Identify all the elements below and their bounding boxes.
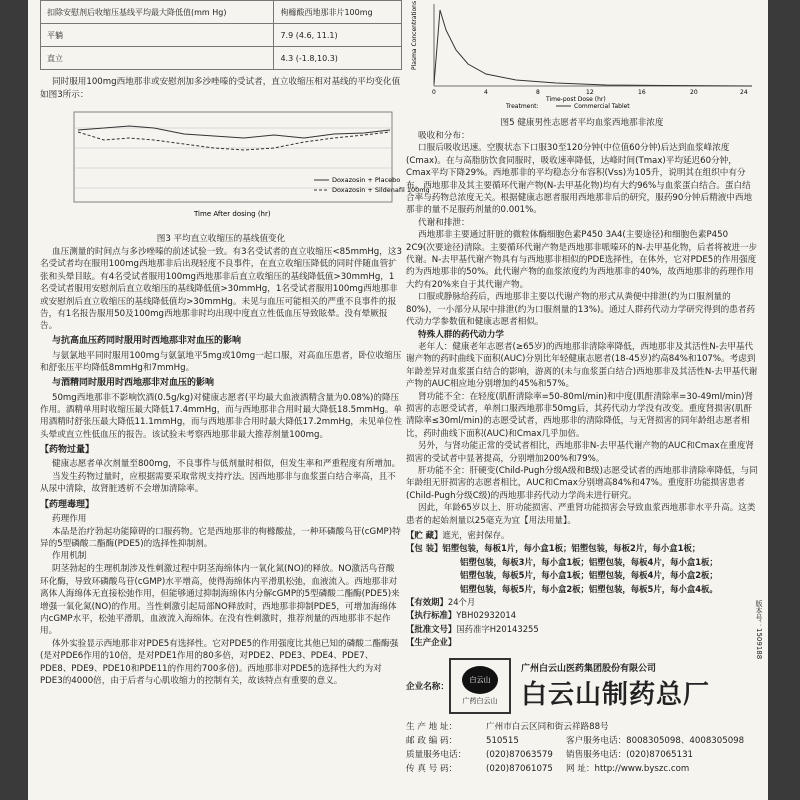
figure-5 bbox=[406, 0, 758, 114]
paragraph: 血压测量的时间点与多沙唑嗪的前述试验一致。有3名受试者的直立收缩压<85mmHg，这3名受试者均在服用100mg西地那非后出现轻度不良事件，在直立收缩压降低的同时伴随血管扩张和头晕目眩。有4名受试者服用100mg西地那非后直立收缩压的基线降低值>30mmHg，1名受试者服用安慰剂后直立收缩压的基线降低值>30mmHg，1名受试者服用100mg西地那非或安慰剂后直立收缩压的基线降低值均>30mmHg。未见与血压可能相关的严重不良事件的报告，有1名报告服用50及100mg西地那非时均出现中度直立性低血压导致眩晕。没有晕厥报告。 bbox=[40, 247, 402, 332]
package-info bbox=[406, 529, 758, 650]
subheading: 与抗高血压药同时服用时西地那非对血压的影响 bbox=[52, 335, 242, 346]
x-tick-label: 8 bbox=[536, 89, 540, 96]
paragraph: 体外实验显示西地那非对PDE5有选择性。它对PDE5的作用强度比其他已知的磷酸二酯酶强(是对PDE6作用的10倍，是对PDE1作用的80多倍，对PDE2、PDE3、PDE4、PDE7、PDE8、PDE9、PDE10和PDE11的作用约700多倍)。西地那非对PDE5的选择性大约为对PDE3的4000倍，由于后者与心肌收缩力的控制有关，故该特点有重要的意义。 bbox=[40, 638, 399, 686]
paragraph: 老年人：健康老年志愿者(≥65岁)的西地那非清除率降低，西地那非及其活性N-去甲基代谢产物的药时曲线下面积(AUC)分别比年轻健康志愿者(18-45岁)约高84%和107%。考虑到年龄差异对血浆蛋白结合的影响，游离的(未与血浆蛋白结合)西地那非及其活性N-去甲基代谢产物的AUC相应地分别增加约45%和57%。 bbox=[406, 341, 758, 390]
table-cell: 7.9 (4.6, 11.1) bbox=[274, 24, 402, 47]
version-code: 版本号：1509188 bbox=[755, 600, 763, 660]
x-axis-label: Time-post Dose (hr) bbox=[546, 96, 606, 103]
legend-label: Commercial Tablet bbox=[574, 103, 630, 110]
manufacturer-row: 【生产企业】 bbox=[406, 637, 457, 648]
figure-3-chart bbox=[44, 108, 430, 226]
x-tick-label: 0 bbox=[432, 89, 436, 96]
y-axis-label: Plasma Concentrations bbox=[411, 0, 418, 70]
series-line-commercial-tablet bbox=[434, 10, 752, 86]
section-title-overdose: 【药物过量】 bbox=[40, 445, 95, 456]
x-tick-label: 24 bbox=[740, 89, 748, 96]
paragraph: 本品是治疗勃起功能障碍的口服药物。它是西地那非的枸橼酸盐，一种环磷酸鸟苷(cGMP)特异的5型磷酸二酯酶(PDE5)的选择性抑制剂。 bbox=[40, 526, 401, 549]
subheading: 代谢和排泄： bbox=[418, 217, 470, 228]
subheading: 药理作用 bbox=[52, 513, 87, 524]
paragraph: 口服或静脉给药后，西地那非主要以代谢产物的形式从粪便中排泄(约为口服剂量的80%)，一小部分从尿中排泄(约为口服剂量的13%)。通过人群药代动力学研究得到的患者药代动力学参数值和健康志愿者相似。 bbox=[406, 292, 756, 328]
x-tick-label: 12 bbox=[586, 89, 594, 96]
table-header-cell: 扣除安慰剂后收缩压基线平均最大降低值(mm Hg) bbox=[41, 1, 274, 24]
figure-5-chart bbox=[406, 0, 756, 110]
contact-row: 传 真 号 码： (020)87061075 网 址：http://www.byszc.com bbox=[406, 763, 690, 774]
contact-row: 邮 政 编 码： 510515 客户服务电话：8008305098、4008305098 bbox=[406, 735, 745, 746]
shelf-life-row: 【有效期】24个月 bbox=[406, 597, 476, 608]
paragraph: 肾功能不全：在轻度(肌酐清除率=50-80ml/min)和中度(肌酐清除率=30-49ml/min)肾损害的志愿受试者，单剂口服西地那非50mg后，其药代动力学没有改变。重度肾损害(肌酐清除率≤30ml/min)的志愿受试者，西地那非的清除降低，与无肾损害的同年龄组志愿者相比，药时曲线下面积(AUC)和Cmax几乎加倍。 bbox=[406, 391, 754, 439]
paragraph: 健康志愿者单次剂量至800mg，不良事件与低剂量时相似，但发生率和严重程度有所增加。 bbox=[52, 459, 401, 470]
legend-label: Doxazosin + Sildenafil 100mg bbox=[332, 186, 430, 194]
table-row bbox=[41, 47, 402, 70]
package-row: 铝塑包装，每板3片，每小盒1板；铝塑包装，每板4片，每小盒1板； bbox=[460, 556, 718, 567]
table-header-row bbox=[41, 1, 402, 24]
contact-row: 生 产 地 址： 广州市白云区同和街云祥路88号 bbox=[406, 721, 609, 732]
contact-block bbox=[406, 720, 758, 776]
table-header-cell: 枸橼酸西地那非片100mg bbox=[274, 1, 402, 24]
paragraph: 与氨氯地平同时服用100mg与氨氯地平5mg或10mg一起口服，对高血压患者，卧位收缩压和舒张压平均降低8mmHg和7mmHg。 bbox=[40, 350, 402, 374]
legend-label: Treatment: bbox=[506, 103, 539, 110]
package-row: 铝塑包装，每板5片，每小盒1板；铝塑包装，每板4片，每小盒2板； bbox=[460, 570, 718, 581]
right-column bbox=[406, 0, 758, 800]
table-cell: 4.3 (-1.8,10.3) bbox=[274, 47, 402, 70]
x-tick-label: 16 bbox=[638, 89, 646, 96]
company-block bbox=[406, 658, 758, 714]
x-tick-label: 20 bbox=[690, 89, 698, 96]
approval-row: 【批准文号】国药准字H20143255 bbox=[406, 623, 539, 634]
x-ticks bbox=[432, 89, 748, 96]
paragraph: 同时服用100mg西地那非或安慰剂加多沙唑嗪的受试者，直立收缩压相对基线的平均变化值如图3所示： bbox=[40, 77, 401, 100]
figure-3-caption: 图3 平均直立收缩压的基线值变化 bbox=[156, 234, 286, 244]
package-row: 【包 装】铝塑包装，每板1片，每小盒1板；铝塑包装，每板2片，每小盒1板； bbox=[406, 543, 701, 554]
company-label: 企业名称： bbox=[406, 681, 449, 692]
company-name: 广州白云山医药集团股份有限公司 白云山制药总厂 bbox=[520, 663, 710, 710]
legend-label: Doxazosin + Placebo bbox=[332, 176, 401, 184]
standard-row: 【执行标准】YBH02932014 bbox=[406, 610, 517, 621]
paragraph: 口服后吸收迅速。空腹状态下口服30至120分钟(中位值60分钟)后达到血浆峰浓度(Cmax)。在与高脂肪饮食同服时，吸收速率降低，达峰时间(Tmax)平均延迟60分钟，Cmax平均下降29%。西地那非的平均稳态分布容积(Vss)为105升，说明其在组织中有分布。西地那非及其主要循环代谢产物(N-去甲基化物)均有大约96%与血浆蛋白结合。蛋白结合率与药物总浓度无关。根据健康志愿者服用西地那非后的研究，服药90分钟后精液中西地那非的量不足服药剂量的0.001%。 bbox=[406, 143, 753, 216]
subheading: 吸收和分布： bbox=[418, 131, 470, 141]
table-cell: 平躺 bbox=[41, 24, 274, 47]
contact-row: 质量服务电话： (020)87063579 销售服务电话：(020)87065131 bbox=[406, 749, 694, 760]
section-title-pharmacology: 【药理毒理】 bbox=[40, 499, 95, 510]
bp-table bbox=[40, 0, 402, 70]
paragraph: 阴茎勃起的生理机制涉及性刺激过程中阴茎海绵体内一氧化氮(NO)的释放。NO激活鸟苷酸环化酶，导致环磷酸鸟苷(cGMP)水平增高，使得海绵体内平滑肌松弛，血液流入。西地那非对离体人海绵体无直接松弛作用，但能够通过抑制海绵体内分解cGMP的5型磷酸二酯酶(PDE5)来增强一氧化氮(NO)的作用。当性刺激引起局部NO释放时，西地那非抑制PDE5，可增加海绵体内cGMP水平，松弛平滑肌，血液流入海绵体。在没有性刺激时，推荐剂量的西地那非不起作用。 bbox=[40, 564, 400, 637]
x-axis-label: Time After dosing (hr) bbox=[194, 210, 271, 218]
package-row: 铝塑包装，每板5片，每小盒2板；铝塑包装，每板5片，每小盒4板。 bbox=[460, 583, 718, 594]
series-line-doxazosin-sildenafil bbox=[78, 132, 390, 150]
table-cell: 直立 bbox=[41, 47, 274, 70]
paragraph: 西地那非主要通过肝脏的微粒体酶细胞色素P450 3A4(主要途径)和细胞色素P450 2C9(次要途径)清除。主要循环代谢产物是西地那非哌嗪环的N-去甲基化物，后者将被进一步代谢。N-去甲基代谢产物具有与西地那非相似的PDE选择性，在体外，它对PDE5的作用强度约为西地那非的50%。此代谢产物的血浆浓度约为西地那非的40%，故西地那非的药理作用大约有20%来自于其代谢产物。 bbox=[406, 230, 758, 290]
table-row bbox=[41, 24, 402, 47]
figure-5-caption: 图5 健康男性志愿者平均血浆西地那非浓度 bbox=[500, 118, 664, 128]
company-logo-icon: 白云山 广药白云山 bbox=[449, 658, 511, 714]
leaflet-page bbox=[28, 0, 768, 800]
paragraph: 因此，年龄65岁以上、肝功能损害、严重肾功能损害会导致血浆西地那非水平升高。这类患者的起始剂量以25毫克为宜【用法用量】。 bbox=[406, 503, 756, 526]
paragraph: 50mg西地那非不影响饮酒(0.5g/kg)对健康志愿者(平均最大血液酒精含量为0.08%)的降压作用。酒精单用时收缩压最大降低17.4mmHg，而与西地那非合用时最大降低18.5mmHg。单用酒精时舒张压最大降低11.1mmHg，而与西地那非合用时最大降低17.2mmHg，未见单位性头晕或直立性低血压的报告。该试验未考察西地那非最大推荐剂量100mg。 bbox=[40, 392, 402, 440]
subheading: 与酒精同时服用时西地那非对血压的影响 bbox=[52, 377, 215, 388]
figure-3 bbox=[44, 108, 430, 230]
paragraph: 另外，与肾功能正常的受试者相比，西地那非N-去甲基代谢产物的AUC和Cmax在重度肾损害的受试者中显著提高，分别增加200%和79%。 bbox=[406, 441, 755, 464]
x-tick-label: 4 bbox=[484, 89, 488, 96]
storage-row: 【贮 藏】遮光，密封保存。 bbox=[406, 530, 510, 540]
paragraph: 当发生药物过量时，应根据需要采取常规支持疗法。因西地那非与血浆蛋白结合率高，且不从尿中清除，故肾脏透析不会增加清除率。 bbox=[40, 471, 396, 495]
subheading: 作用机制 bbox=[52, 551, 87, 562]
subheading: 特殊人群的药代动力学 bbox=[418, 329, 504, 340]
paragraph: 肝功能不全：肝硬变(Child-Pugh分级A级和B级)志愿受试者的西地那非清除率降低，与同年龄组无肝损害的志愿者相比，AUC和Cmax分别增高84%和47%。重度肝功能损害患者(Child-Pugh分级C级)的西地那非药代动力学尚未进行研究。 bbox=[406, 465, 758, 501]
